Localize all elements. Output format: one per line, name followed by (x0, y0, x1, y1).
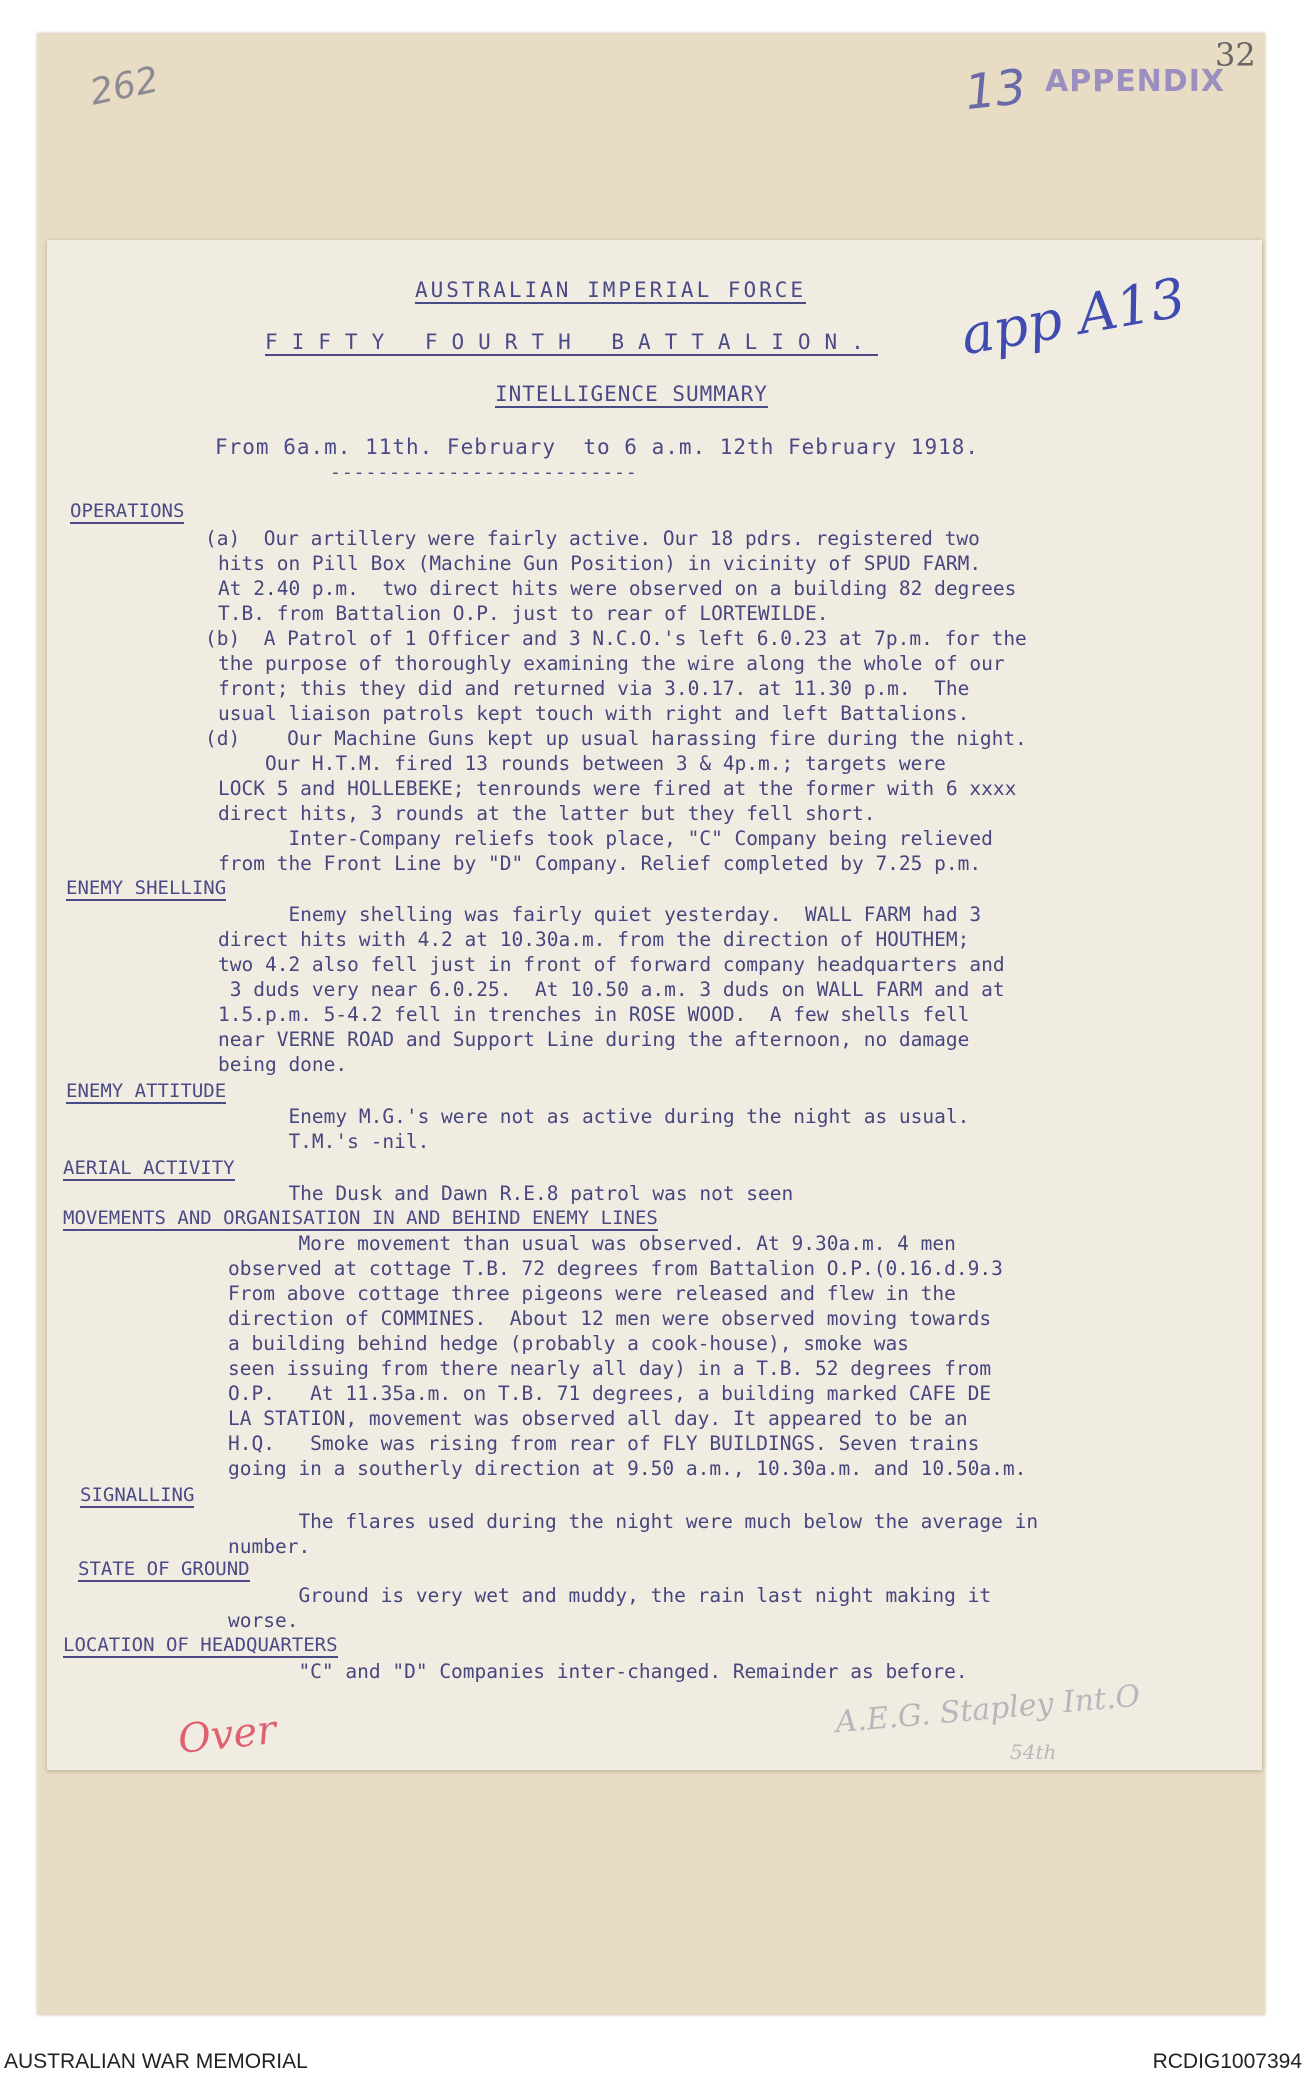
operations-line: (a) Our artillery were fairly active. Our 18 pdrs. registered two (205, 527, 980, 550)
operations-line: hits on Pill Box (Machine Gun Position) in vicinity of SPUD FARM. (218, 552, 982, 575)
operations-line: T.B. from Battalion O.P. just to rear of LORTEWILDE. (218, 602, 829, 625)
ground-line: Ground is very wet and muddy, the rain last night making it (228, 1584, 992, 1607)
section-aerial-activity-title: AERIAL ACTIVITY (63, 1157, 235, 1179)
heading-date-range: From 6a.m. 11th. February to 6 a.m. 12th February 1918. (215, 435, 980, 459)
handwritten-app-reference: app A13 (956, 265, 1190, 368)
appendix-stamp: APPENDIX (1045, 64, 1225, 99)
operations-line: from the Front Line by "D" Company. Relief completed by 7.25 p.m. (218, 852, 982, 875)
heading-dashes: -------------------------- (330, 462, 638, 483)
ground-line: worse. (228, 1609, 299, 1632)
operations-line: direct hits, 3 rounds at the latter but they fell short. (218, 802, 876, 825)
shelling-line: near VERNE ROAD and Support Line during the afternoon, no damage (218, 1028, 970, 1051)
shelling-line: direct hits with 4.2 at 10.30a.m. from the direction of HOUTHEM; (218, 928, 970, 951)
pencil-page-number: 262 (86, 59, 163, 114)
movements-line: direction of COMMINES. About 12 men were observed moving towards (228, 1307, 992, 1330)
signature-unit: 54th (1010, 1740, 1057, 1764)
shelling-line: being done. (218, 1053, 348, 1076)
signalling-line: The flares used during the night were much below the average in (228, 1510, 1039, 1533)
shelling-line: 1.5.p.m. 5-4.2 fell in trenches in ROSE WOOD. A few shells fell (218, 1003, 970, 1026)
section-signalling-title: SIGNALLING (80, 1484, 195, 1506)
handwritten-appendix-number: 13 (962, 58, 1029, 122)
officer-signature: A.E.G. Stapley Int.O (834, 1678, 1142, 1741)
section-state-of-ground-title: STATE OF GROUND (78, 1558, 250, 1580)
operations-line: At 2.40 p.m. two direct hits were observed on a building 82 degrees (218, 577, 1017, 600)
operations-line: front; this they did and returned via 3.0.17. at 11.30 p.m. The (218, 677, 970, 700)
operations-line: (b) A Patrol of 1 Officer and 3 N.C.O.'s left 6.0.23 at 7p.m. for the (205, 627, 1027, 650)
section-enemy-shelling-title: ENEMY SHELLING (66, 877, 227, 899)
archive-credit: AUSTRALIAN WAR MEMORIAL (4, 2050, 308, 2073)
movements-line: O.P. At 11.35a.m. on T.B. 71 degrees, a building marked CAFE DE (228, 1382, 992, 1405)
handwritten-over-note: Over (175, 1706, 279, 1764)
location-hq-line: "C" and "D" Companies inter-changed. Remainder as before. (228, 1660, 968, 1683)
operations-line: Inter-Company reliefs took place, "C" Company being relieved (218, 827, 993, 850)
movements-line: a building behind hedge (probably a cook-house), smoke was (228, 1332, 909, 1355)
aerial-line: The Dusk and Dawn R.E.8 patrol was not seen (218, 1182, 794, 1205)
operations-line: LOCK 5 and HOLLEBEKE; tenrounds were fired at the former with 6 xxxx (218, 777, 1017, 800)
movements-line: observed at cottage T.B. 72 degrees from Battalion O.P.(0.16.d.9.3 (228, 1257, 1003, 1280)
section-movements-title: MOVEMENTS AND ORGANISATION IN AND BEHIND ENEMY LINES (63, 1207, 658, 1229)
attitude-line: T.M.'s -nil. (218, 1130, 430, 1153)
shelling-line: Enemy shelling was fairly quiet yesterday. WALL FARM had 3 (218, 903, 982, 926)
section-location-hq-title: LOCATION OF HEADQUARTERS (63, 1634, 338, 1656)
attitude-line: Enemy M.G.'s were not as active during the night as usual. (218, 1105, 970, 1128)
section-operations-title: OPERATIONS (70, 500, 185, 522)
archive-reference: RCDIG1007394 (1152, 2050, 1302, 2073)
movements-line: seen issuing from there nearly all day) in a T.B. 52 degrees from (228, 1357, 992, 1380)
movements-line: going in a southerly direction at 9.50 a.m., 10.30a.m. and 10.50a.m. (228, 1457, 1027, 1480)
heading-battalion: FIFTY FOURTH BATTALION. (265, 330, 878, 354)
movements-line: H.Q. Smoke was rising from rear of FLY BUILDINGS. Seven trains (228, 1432, 980, 1455)
operations-line: usual liaison patrols kept touch with right and left Battalions. (218, 702, 970, 725)
movements-line: More movement than usual was observed. At 9.30a.m. 4 men (228, 1232, 956, 1255)
operations-line: (d) Our Machine Guns kept up usual harassing fire during the night. (205, 727, 1027, 750)
shelling-line: two 4.2 also fell just in front of forward company headquarters and (218, 953, 1005, 976)
operations-line: Our H.T.M. fired 13 rounds between 3 & 4p.m.; targets were (218, 752, 946, 775)
operations-line: the purpose of thoroughly examining the wire along the whole of our (218, 652, 1005, 675)
shelling-line: 3 duds very near 6.0.25. At 10.50 a.m. 3 duds on WALL FARM and at (218, 978, 1005, 1001)
movements-line: LA STATION, movement was observed all day. It appeared to be an (228, 1407, 968, 1430)
signalling-line: number. (228, 1535, 311, 1558)
movements-line: From above cottage three pigeons were released and flew in the (228, 1282, 956, 1305)
heading-summary: INTELLIGENCE SUMMARY (495, 382, 768, 406)
heading-force: AUSTRALIAN IMPERIAL FORCE (415, 278, 807, 302)
folio-number: 32 (1215, 36, 1256, 74)
section-enemy-attitude-title: ENEMY ATTITUDE (66, 1080, 227, 1102)
